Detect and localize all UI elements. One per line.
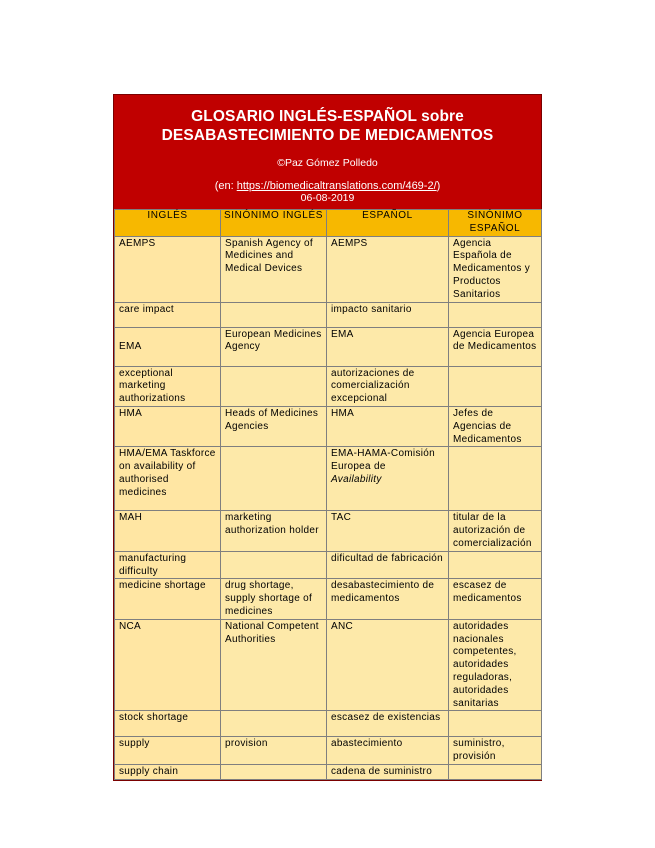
- source-link[interactable]: https://biomedicaltranslations.com/469-2/: [236, 180, 437, 192]
- column-header-english-synonym: SINÓNIMO INGLÉS: [221, 210, 327, 237]
- cell-english: NCA: [115, 619, 221, 711]
- cell-english: EMA: [115, 327, 221, 366]
- glossary-document: [113, 94, 542, 781]
- cell-spanish-synonym: Agencia Española de Medicamentos y Productos Sanitarios: [449, 236, 542, 302]
- cell-spanish: TAC: [327, 511, 449, 551]
- cell-english-synonym: [221, 302, 327, 327]
- cell-spanish-synonym: [449, 302, 542, 327]
- cell-english-synonym: Heads of Medicines Agencies: [221, 406, 327, 446]
- cell-english-synonym: National Competent Authorities: [221, 619, 327, 711]
- cell-spanish-synonym: [449, 366, 542, 406]
- table-row: [115, 511, 542, 551]
- source-prefix: (en:: [214, 180, 237, 192]
- cell-spanish: impacto sanitario: [327, 302, 449, 327]
- cell-spanish-italic: Availability: [331, 473, 382, 485]
- table-row: [115, 579, 542, 619]
- cell-spanish: ANC: [327, 619, 449, 711]
- cell-spanish: cadena de suministro: [327, 764, 449, 779]
- table-row: [115, 551, 542, 579]
- cell-spanish-synonym: Jefes de Agencias de Medicamentos: [449, 406, 542, 446]
- cell-english-synonym: [221, 447, 327, 511]
- cell-english: supply: [115, 737, 221, 765]
- cell-spanish-synonym: autoridades nacionales competentes, autoridades reguladoras, autoridades sanitarias: [449, 619, 542, 711]
- table-row: [115, 737, 542, 765]
- title-line-1: GLOSARIO INGLÉS-ESPAÑOL sobre: [191, 108, 464, 125]
- cell-spanish-text: EMA-HAMA-Comisión Europea de: [331, 448, 436, 473]
- cell-spanish: autorizaciones de comercialización excepcional: [327, 366, 449, 406]
- table-row: [115, 619, 542, 711]
- column-header-english: INGLÉS: [115, 210, 221, 237]
- table-row: [115, 366, 542, 406]
- cell-spanish: HMA: [327, 406, 449, 446]
- source-line: [114, 180, 541, 192]
- cell-english: AEMPS: [115, 236, 221, 302]
- table-row: [115, 711, 542, 737]
- cell-english-synonym: drug shortage, supply shortage of medicines: [221, 579, 327, 619]
- cell-spanish-synonym: [449, 447, 542, 511]
- column-header-spanish: ESPAÑOL: [327, 210, 449, 237]
- cell-english: medicine shortage: [115, 579, 221, 619]
- cell-english: care impact: [115, 302, 221, 327]
- cell-spanish-synonym: [449, 711, 542, 737]
- cell-spanish: [327, 447, 449, 511]
- cell-english-synonym: marketing authorization holder: [221, 511, 327, 551]
- table-row: [115, 447, 542, 511]
- title-line-2: DESABASTECIMIENTO DE MEDICAMENTOS: [161, 127, 494, 144]
- cell-english: stock shortage: [115, 711, 221, 737]
- table-row: [115, 327, 542, 366]
- cell-english-synonym: European Medicines Agency: [221, 327, 327, 366]
- table-row: [115, 236, 542, 302]
- cell-spanish: desabastecimiento de medicamentos: [327, 579, 449, 619]
- cell-english: exceptional marketing authorizations: [115, 366, 221, 406]
- table-row: [115, 764, 542, 779]
- cell-spanish: escasez de existencias: [327, 711, 449, 737]
- author: ©Paz Gómez Polledo: [277, 157, 378, 169]
- cell-spanish-synonym: [449, 551, 542, 579]
- cell-spanish-synonym: escasez de medicamentos: [449, 579, 542, 619]
- column-header-spanish-synonym: SINÓNIMO ESPAÑOL: [449, 210, 542, 237]
- cell-spanish: EMA: [327, 327, 449, 366]
- glossary-table: [114, 209, 542, 780]
- date: 06-08-2019: [300, 192, 355, 204]
- cell-spanish-synonym: [449, 764, 542, 779]
- cell-english: MAH: [115, 511, 221, 551]
- cell-english: supply chain: [115, 764, 221, 779]
- cell-spanish: dificultad de fabricación: [327, 551, 449, 579]
- cell-english: HMA: [115, 406, 221, 446]
- table-header-row: [115, 210, 542, 237]
- cell-english-synonym: [221, 711, 327, 737]
- cell-english-synonym: Spanish Agency of Medicines and Medical Devices: [221, 236, 327, 302]
- cell-english-synonym: [221, 764, 327, 779]
- document-header: [114, 95, 541, 209]
- cell-english-synonym: provision: [221, 737, 327, 765]
- cell-english-synonym: [221, 366, 327, 406]
- cell-english: manufacturing difficulty: [115, 551, 221, 579]
- cell-spanish-synonym: titular de la autorización de comercialización: [449, 511, 542, 551]
- cell-spanish-synonym: suministro, provisión: [449, 737, 542, 765]
- cell-english: HMA/EMA Taskforce on availability of authorised medicines: [115, 447, 221, 511]
- cell-spanish: AEMPS: [327, 236, 449, 302]
- table-row: [115, 406, 542, 446]
- source-suffix: ): [436, 180, 441, 192]
- cell-spanish: abastecimiento: [327, 737, 449, 765]
- table-row: [115, 302, 542, 327]
- cell-english-synonym: [221, 551, 327, 579]
- cell-spanish-synonym: Agencia Europea de Medicamentos: [449, 327, 542, 366]
